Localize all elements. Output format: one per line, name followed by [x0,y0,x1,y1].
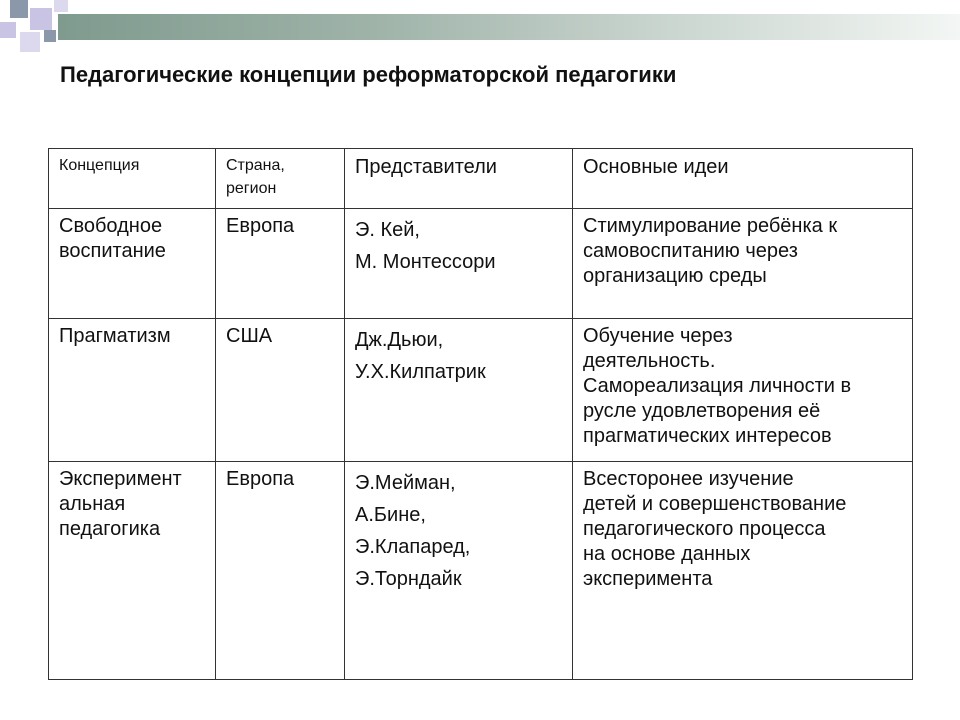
concept-line: Прагматизм [59,325,171,347]
header-country-line2: регион [226,180,277,197]
ideas-line: эксперимента [583,568,713,590]
concept-line: альная [59,493,126,515]
cell-ideas [573,209,913,319]
decor-square-3 [0,22,16,38]
ideas-line: организацию среды [583,265,767,287]
ideas-line: Стимулирование ребёнка к [583,215,838,237]
header-ideas [573,149,913,209]
table-row [49,209,913,319]
header-concept-label: Концепция [59,157,140,174]
ideas-line: детей и совершенствование [583,493,847,515]
table-row [49,462,913,680]
decorative-banner [0,0,960,56]
cell-representatives [345,319,573,462]
table-header-row [49,149,913,209]
cell-country [216,462,345,680]
representative: Э. Кей, [355,219,420,241]
concept-line: Свободное [59,215,163,237]
cell-ideas [573,462,913,680]
cell-country [216,319,345,462]
cell-concept [49,319,216,462]
cell-ideas [573,319,913,462]
representative: Дж.Дьюи, [355,329,444,351]
decor-square-5 [44,30,56,42]
representative: А.Бине, [355,504,426,526]
cell-representatives [345,209,573,319]
header-country-line1: Страна, [226,157,285,174]
concept-line: педагогика [59,518,161,540]
country-text: США [226,325,273,347]
country-text: Европа [226,468,295,490]
representative: У.Х.Килпатрик [355,361,486,383]
slide-title: Педагогические концепции реформаторской педагогики [60,62,677,87]
decor-square-6 [54,0,68,12]
representative: Э.Клапаред, [355,536,471,558]
representative: М. Монтессори [355,251,496,273]
header-concept [49,149,216,209]
cell-country [216,209,345,319]
ideas-line: деятельность. [583,350,716,372]
header-representatives-label: Представители [355,156,497,178]
cell-concept [49,462,216,680]
decor-square-2 [30,8,52,30]
concepts-table [48,148,913,680]
header-country [216,149,345,209]
ideas-line: на основе данных [583,543,751,565]
table-row [49,319,913,462]
banner-gradient-bar [58,14,960,40]
header-ideas-label: Основные идеи [583,156,729,178]
ideas-line: Обучение через [583,325,733,347]
ideas-line: русле удовлетворения её [583,400,821,422]
header-representatives [345,149,573,209]
cell-concept [49,209,216,319]
decor-square-4 [20,32,40,52]
ideas-line: самовоспитанию через [583,240,798,262]
concept-line: воспитание [59,240,166,262]
representative: Э.Мейман, [355,472,456,494]
cell-representatives [345,462,573,680]
country-text: Европа [226,215,295,237]
ideas-line: Всесторонее изучение [583,468,794,490]
ideas-line: прагматических интересов [583,425,832,447]
ideas-line: педагогического процесса [583,518,826,540]
ideas-line: Самореализация личности в [583,375,852,397]
representative: Э.Торндайк [355,568,462,590]
concept-line: Эксперимент [59,468,182,490]
decor-square-1 [10,0,28,18]
